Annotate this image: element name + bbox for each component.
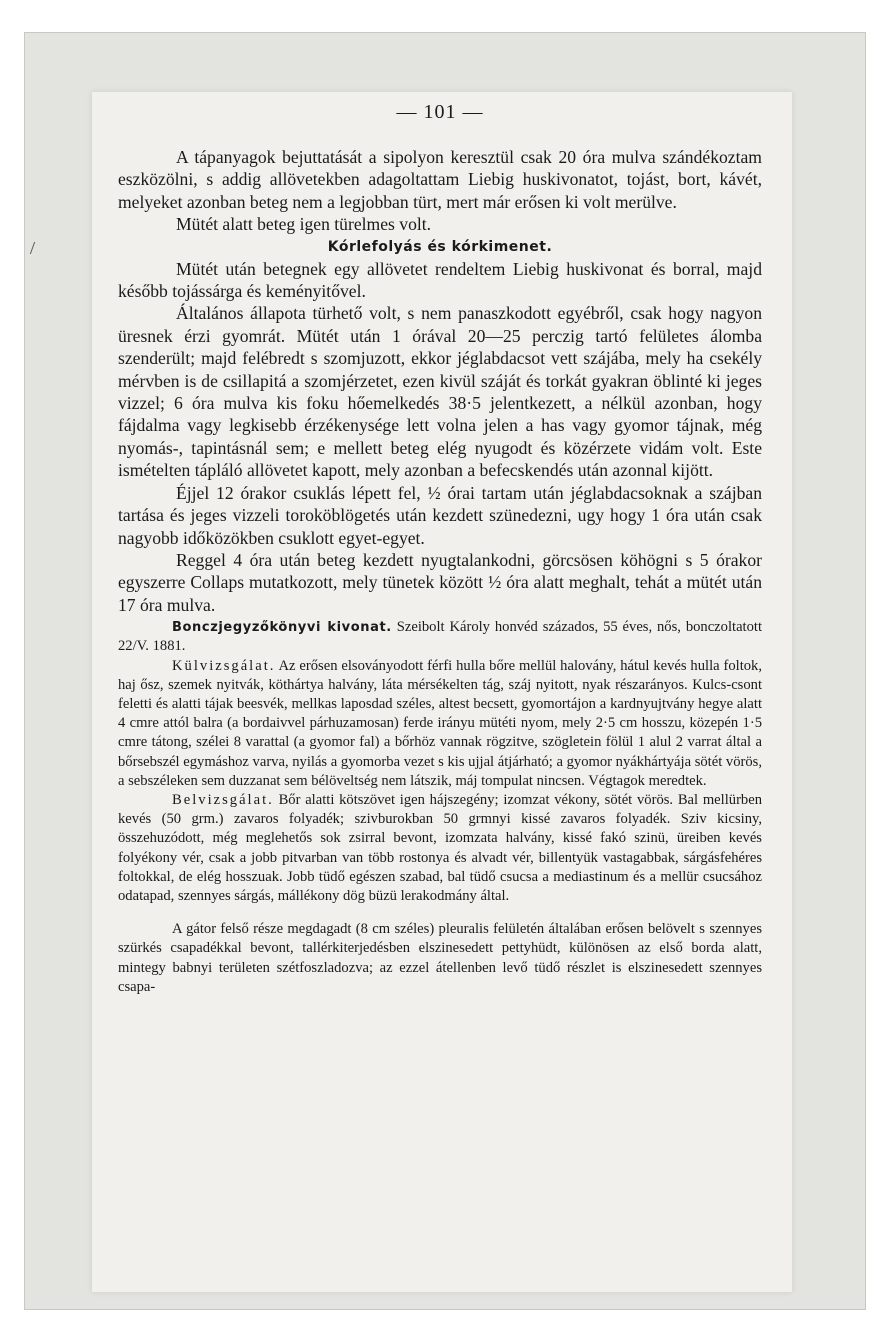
paragraph: Általános állapota türhető volt, s nem panaszkodott egyébről, csak hogy nagyon üresnek érzi gyomrát. Mütét után 1 órával 20—25 perczig tartó felületes álomba szenderült; majd felébredt s szomjuzott, ekkor jéglabdacsot vett szájába, mely ha csekély mérvben is de csillapitá a szomjérzetet, ezen kivül száját és torkát gyakran öblinté ki jeges vizzel; 6 óra mulva kis foku hőemelkedés 38·5 jelentkezett, a nélkül azonban, hogy fájdalma vagy legkisebb érzékenysége lett volna jelen a has vagy gyomor tájnak, még nyomás-, tapintásnál sem; e mellett beteg elég nyugodt és közérzete vidám volt. Este ismételten tápláló allövetet kapott, mely azonban a befecskendés után azonnal kijött. (118, 303, 762, 481)
autopsy-intro-text: Szeibolt Károly honvéd százados, 55 éves, nős, bonczoltatott 22/V. 1881. (118, 619, 763, 655)
autopsy-section (118, 618, 762, 997)
section-heading: Kórlefolyás és kórkimenet. (327, 238, 553, 255)
paragraph: Mütét alatt beteg igen türelmes volt. (176, 214, 432, 235)
paragraph: Éjjel 12 órakor csuklás lépett fel, ½ órai tartam után jéglabdacsoknak a szájban tartása és jeges vizzeli toroköblögetés után kezdett szünedezni, ugy hogy 1 óra után csak nagyobb időközökben csuklott egyet-egyet. (118, 482, 762, 548)
internal-exam (118, 791, 762, 906)
mediastinum-paragraph: A gátor felső része megdagadt (8 cm széles) pleuralis felületén általában erősen belövelt s szennyes szürkés csapadékkal bevont, tallérkiterjedésben elszinesedett pettyhüdt, különösen az első borda alatt, mintegy babnyi területen szétfoszladozva; az ezzel átellenben levő tüdő részlet is elszinesedett szennyes csapa- (118, 921, 762, 995)
internal-exam-label: Belvizsgálat. (172, 791, 274, 808)
paragraph: Mütét után betegnek egy allövetet rendeltem Liebig huskivonat és borral, majd később tojássárga és keményitővel. (118, 258, 762, 302)
autopsy-heading: Bonczjegyzőkönyvi kivonat. (172, 620, 392, 636)
page-content (118, 98, 762, 997)
external-exam-text: Az erősen elsoványodott férfi hulla bőre mellül halovány, hátul kevés hulla foltok, haj ősz, szemek nyitvák, köthártya halvány, láta mérsékelten tág, száj nyitott, nyak részarányos. Kulcs-csont feletti és alatti tájak beesvék, mellkas laposdad széles, altest becsett, gyomortájon a kardnyujtvány hegye alatt 4 cmre attól balra (a bordaivvel párhuzamosan) ferde irányu mütéti nyom, mely 2·5 cm hosszu, közepén 1·5 cmre tátong, szélei 8 varattal (a gyomor fal) a bőrhöz vannak rögzitve, szögletein fölül 1 alul 2 varrat által a bőrsebszél egymáshoz varva, nyilás a gyomorba vezet s kis ujjal átjárható; a gyomor nyákhártyája sötét vörös, a sebszéleken sem duzzanat sem bélöveltség nem látszik, máj tompulat nincsen. Végtagok meredtek. (118, 657, 762, 789)
autopsy-intro (118, 618, 762, 656)
external-exam (118, 657, 762, 791)
paragraph: A tápanyagok bejuttatását a sipolyon keresztül csak 20 óra mulva szándékoztam eszközölni, s addig allövetekben adagoltattam Liebig huskivonatot, tojást, bort, kávét, melyeket azonban beteg nem a legjobban türt, mert már erősen ki volt merülve. (118, 147, 762, 212)
paragraph: Reggel 4 óra után beteg kezdett nyugtalankodni, görcsösen köhögni s 5 órakor egyszerre Collaps mutatkozott, mely tünetek között ½ óra alatt meghalt, tehát a mütét után 17 óra mulva. (118, 549, 762, 615)
page-number: — 101 — (396, 101, 484, 123)
main-body (118, 146, 762, 616)
spacer (118, 906, 762, 920)
internal-exam-text: Bőr alatti kötszövet igen hájszegény; izomzat vékony, sötét vörös. Bal mellürben kevés (50 grm.) zavaros folyadék; szivburokban 50 grmnyi kissé zavaros folyadék. Sziv kicsiny, összehuzódott, még meglehetős sok zsirral bevont, izomzata halvány, kissé fakó szinü, üreiben kevés folyékony vér, csak a jobb pitvarban van több rostonya és alvadt vér, billentyük vastagabbak, sárgásfehéres foltokkal, de elég hosszuak. Jobb tüdő egészen szabad, bal tüdő csucsa a mediastinum és a mellür csucsához odatapad, szennyes sárgás, mállékony dög büzü lerakodmány által. (118, 791, 763, 904)
external-exam-label: Külvizsgálat. (172, 657, 276, 674)
